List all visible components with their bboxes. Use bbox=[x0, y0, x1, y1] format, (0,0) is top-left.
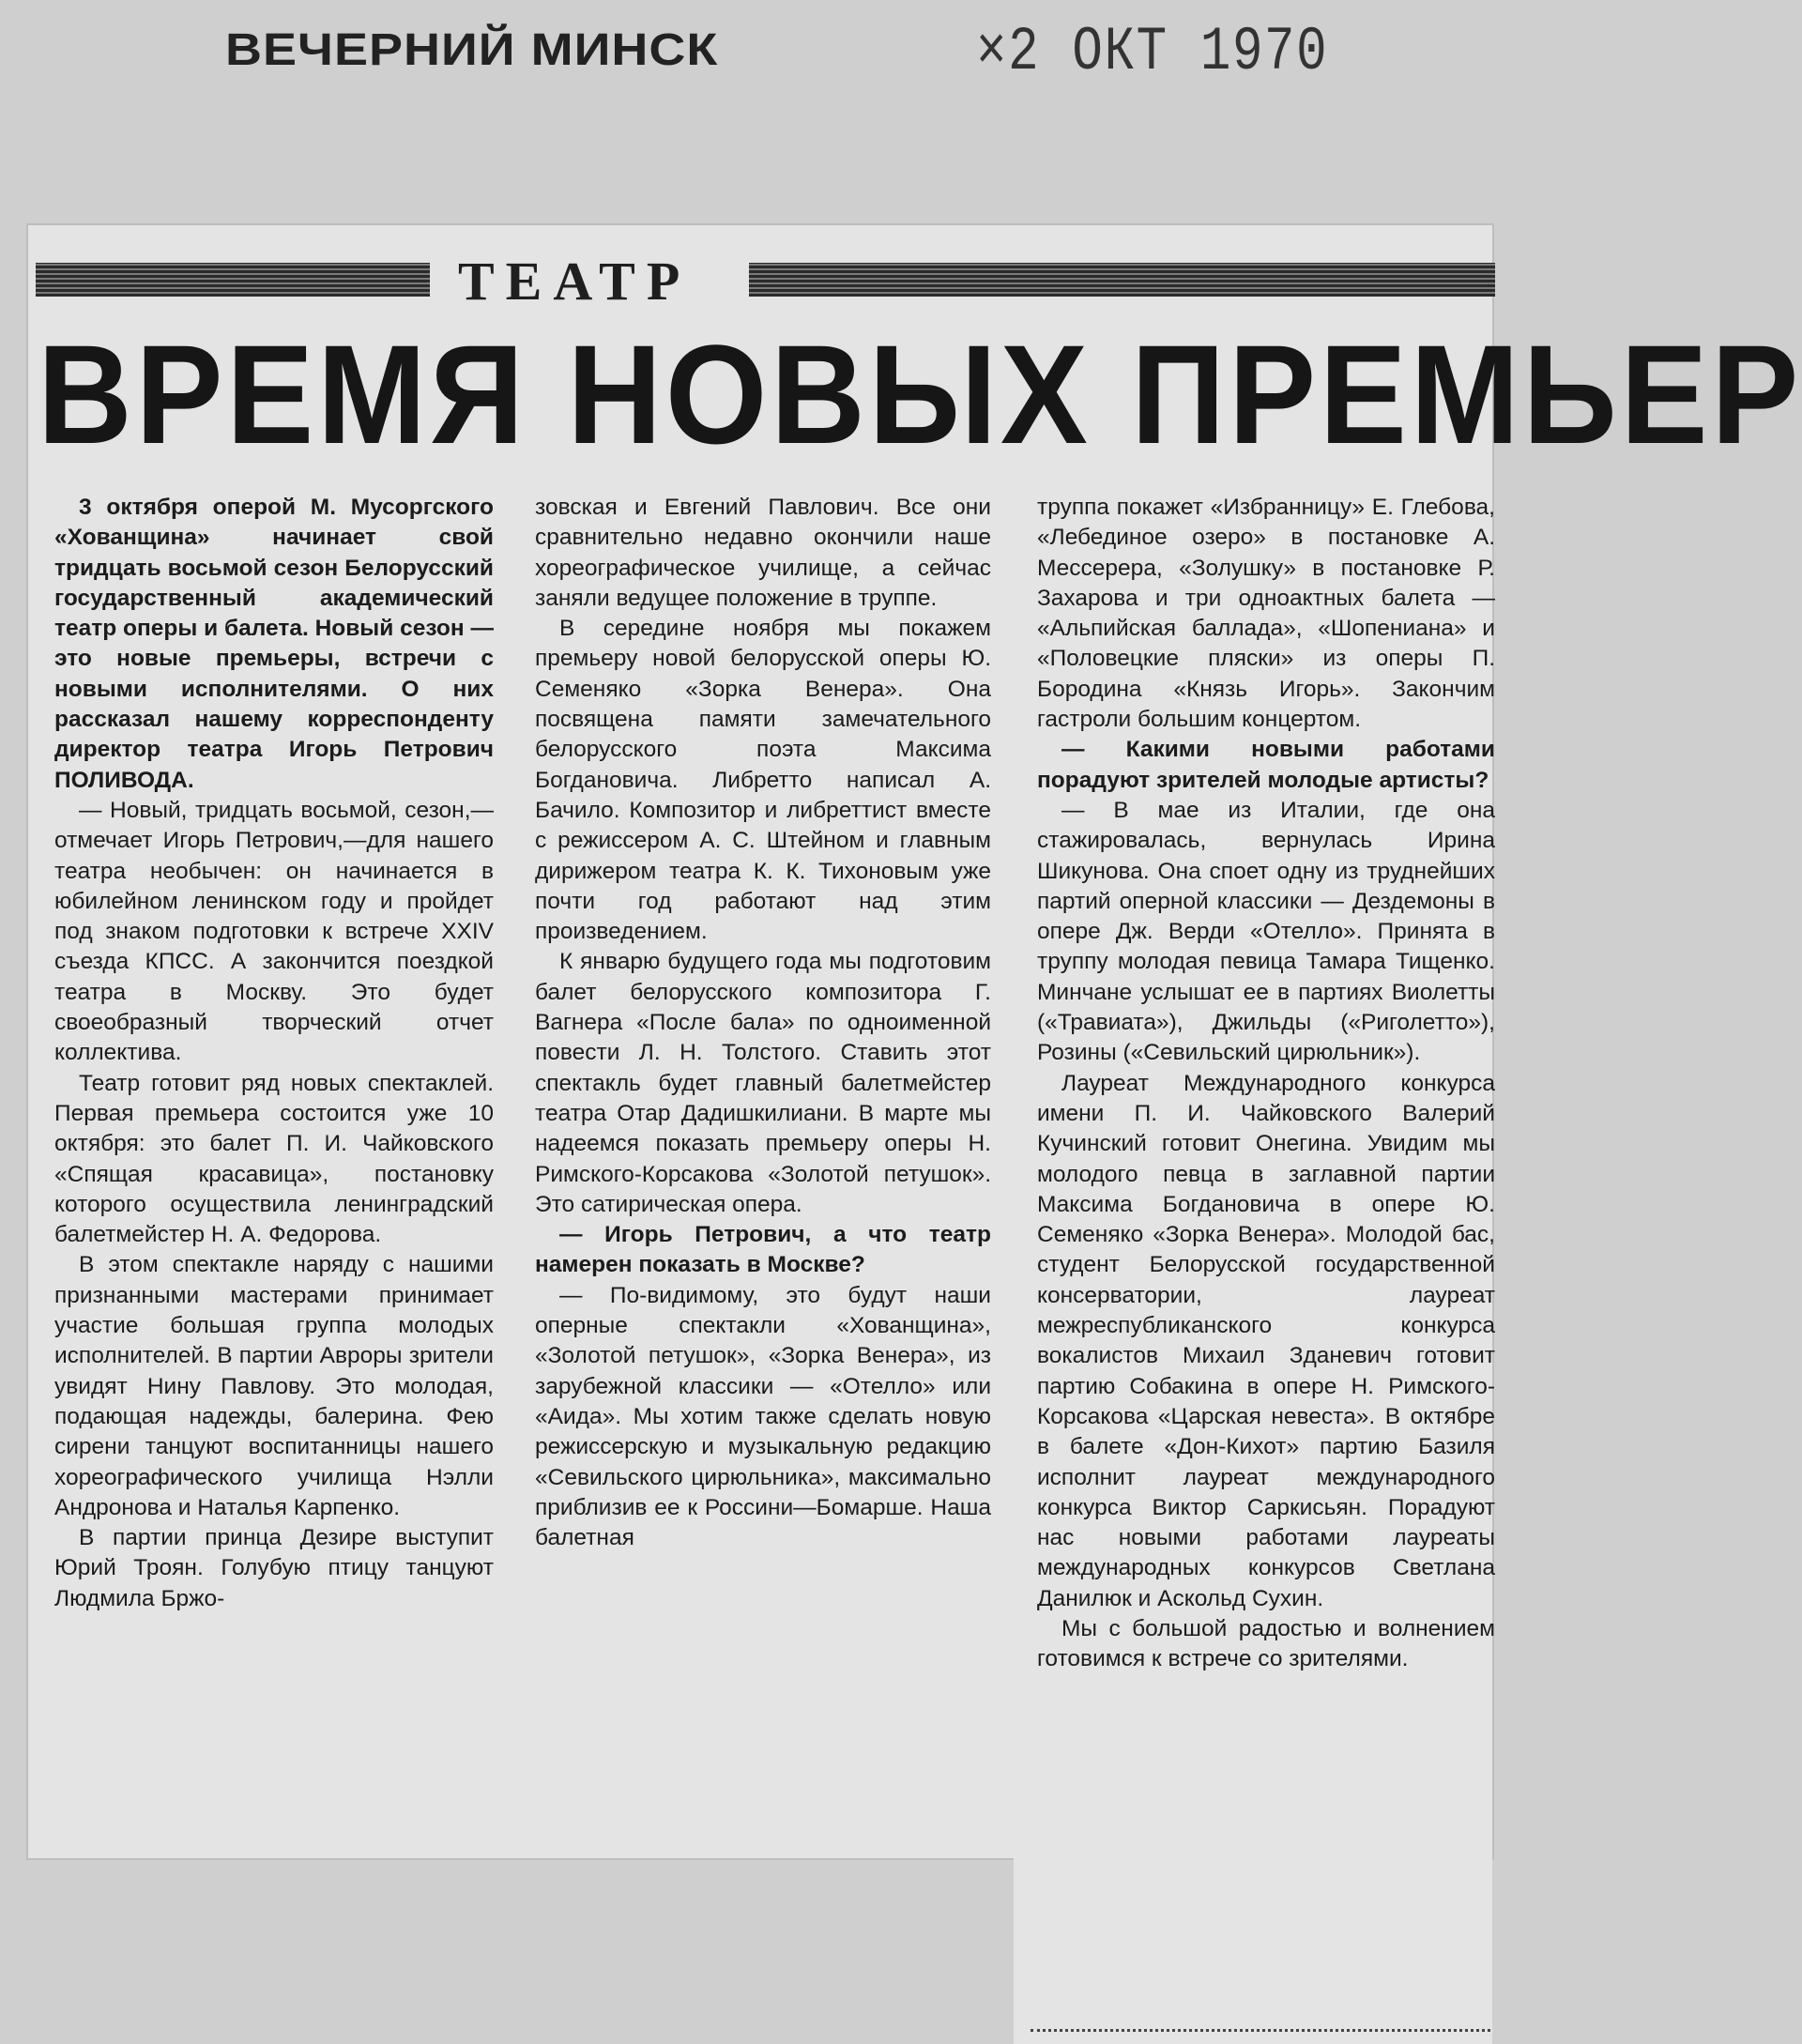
article-column-3 bbox=[1037, 493, 1495, 1675]
paragraph: — В мае из Италии, где она стажировалась, вернулась Ирина Шикунова. Она споет одну из труднейших партий оперной классики — Дездемоны в опере Дж. Верди «Отелло». Принята в труппу молодая певица Тамара Тищенко. Минчане услышат ее в партиях Виолетты («Травиата»), Джильды («Риголетто»), Розины («Севильский цирюльник»). bbox=[1037, 797, 1495, 1066]
paragraph: К январю будущего года мы подготовим балет белорусского композитора Г. Вагнера «После бала» по одноименной повести Л. Н. Толстого. Ставить этот спектакль будет главный балетмейстер театра Отар Дадишкилиани. В марте мы надеемся показать премьеру оперы Н. Римского-Корсакова «Золотой петушок». Это сатирическая опера. bbox=[535, 949, 991, 1217]
rubric-bar-left bbox=[36, 263, 430, 297]
clipping-paper-extension bbox=[1014, 1853, 1492, 2044]
article-column-2 bbox=[535, 493, 991, 1553]
rubric-title: ТЕАТР bbox=[458, 251, 692, 312]
article-headline: ВРЕМЯ НОВЫХ ПРЕМЬЕР bbox=[38, 315, 1802, 473]
paragraph: зовская и Евгений Павлович. Все они сравнительно недавно окончили наше хореографическое училище, а сейчас заняли ведущее положение в труппе. bbox=[535, 495, 991, 611]
section-rubric bbox=[36, 251, 1495, 312]
paragraph: труппа покажет «Избранницу» Е. Глебова, «Лебединое озеро» в постановке А. Мессерера, «Золушку» в постановке Р. Захарова и три одноактных балета — «Альпийская баллада», «Шопениана» и «Половецкие пляски» из оперы П. Бородина «Князь Игорь». Закончим гастроли большим концертом. bbox=[1037, 495, 1495, 733]
date-stamp: ×2 ОКТ 1970 bbox=[976, 17, 1329, 87]
rubric-bar-right bbox=[749, 263, 1495, 297]
paragraph: В середине ноября мы покажем премьеру новой белорусской оперы Ю. Семеняко «Зорка Венера». Она посвящена памяти замечательного белорусского поэта Максима Богдановича. Либретто написал А. Бачило. Композитор и либреттист вместе с режиссером А. С. Штейном и главным дирижером театра К. К. Тихоновым уже почти год работают над этим произведением. bbox=[535, 616, 991, 945]
column-end-divider bbox=[1031, 2029, 1490, 2035]
paragraph: Лауреат Международного конкурса имени П. И. Чайковского Валерий Кучинский готовит Онегина. Увидим мы молодого певца в заглавной партии Максима Богдановича в опере Ю. Семеняко «Зорка Венера». Молодой бас, студент Белорусской государственной консерватории, лауреат межреспубликанского конкурса вокалистов Михаил Зданевич готовит партию Собакина в опере Н. Римского-Корсакова «Царская невеста». В октябре в балете «Дон-Кихот» партию Базиля исполнит лауреат международного конкурса Виктор Саркисьян. Порадуют нас новыми работами лауреаты международных конкурсов Светлана Данилюк и Аскольд Сухин. bbox=[1037, 1070, 1495, 1611]
paragraph: — По-видимому, это будут наши оперные спектакли «Хованщина», «Золотой петушок», «Зорка Венера», из зарубежной классики — «Отелло» или «Аида». Мы хотим также сделать новую режиссерскую и музыкальную редакцию «Севильского цирюльника», максимально приблизив ее к Россини—Бомарше. Наша балетная bbox=[535, 1282, 991, 1551]
interview-question: — Какими новыми работами порадуют зрителей молодые артисты? bbox=[1037, 737, 1495, 793]
paragraph: — Новый, тридцать восьмой, сезон,—отмечает Игорь Петрович,—для нашего театра необычен: он начинается в юбилейном ленинском году и пройдет под знаком подготовки к встрече XXIV съезда КПСС. А закончится поездкой театра в Москву. Это будет своеобразный творческий отчет коллектива. bbox=[54, 797, 494, 1066]
interview-question: — Игорь Петрович, а что театр намерен показать в Москве? bbox=[535, 1222, 991, 1278]
paragraph: Театр готовит ряд новых спектаклей. Первая премьера состоится уже 10 октября: это балет П. И. Чайковского «Спящая красавица», постановку которого осуществила ленинградский балетмейстер Н. А. Федорова. bbox=[54, 1070, 494, 1248]
paragraph: В этом спектакле наряду с нашими признанными мастерами принимает участие большая группа молодых исполнителей. В партии Авроры зрители увидят Нину Павлову. Это молодая, подающая надежды, балерина. Фею сирени танцуют воспитанницы нашего хореографического училища Нэлли Андронова и Наталья Карпенко. bbox=[54, 1252, 494, 1520]
paragraph: Мы с большой радостью и волнением готовимся к встрече со зрителями. bbox=[1037, 1615, 1495, 1672]
article-column-1 bbox=[54, 493, 494, 1614]
newspaper-masthead: ВЕЧЕРНИЙ МИНСК bbox=[225, 24, 719, 75]
paragraph: В партии принца Дезире выступит Юрий Троян. Голубую птицу танцуют Людмила Бржо- bbox=[54, 1525, 494, 1611]
article-lead: 3 октября оперой М. Мусоргского «Хованщина» начинает свой тридцать восьмой сезон Белорусский государственный академический театр оперы и балета. Новый сезон — это новые премьеры, встречи с новыми исполнителями. О них рассказал нашему корреспонденту директор театра Игорь Петрович ПОЛИВОДА. bbox=[54, 495, 494, 793]
